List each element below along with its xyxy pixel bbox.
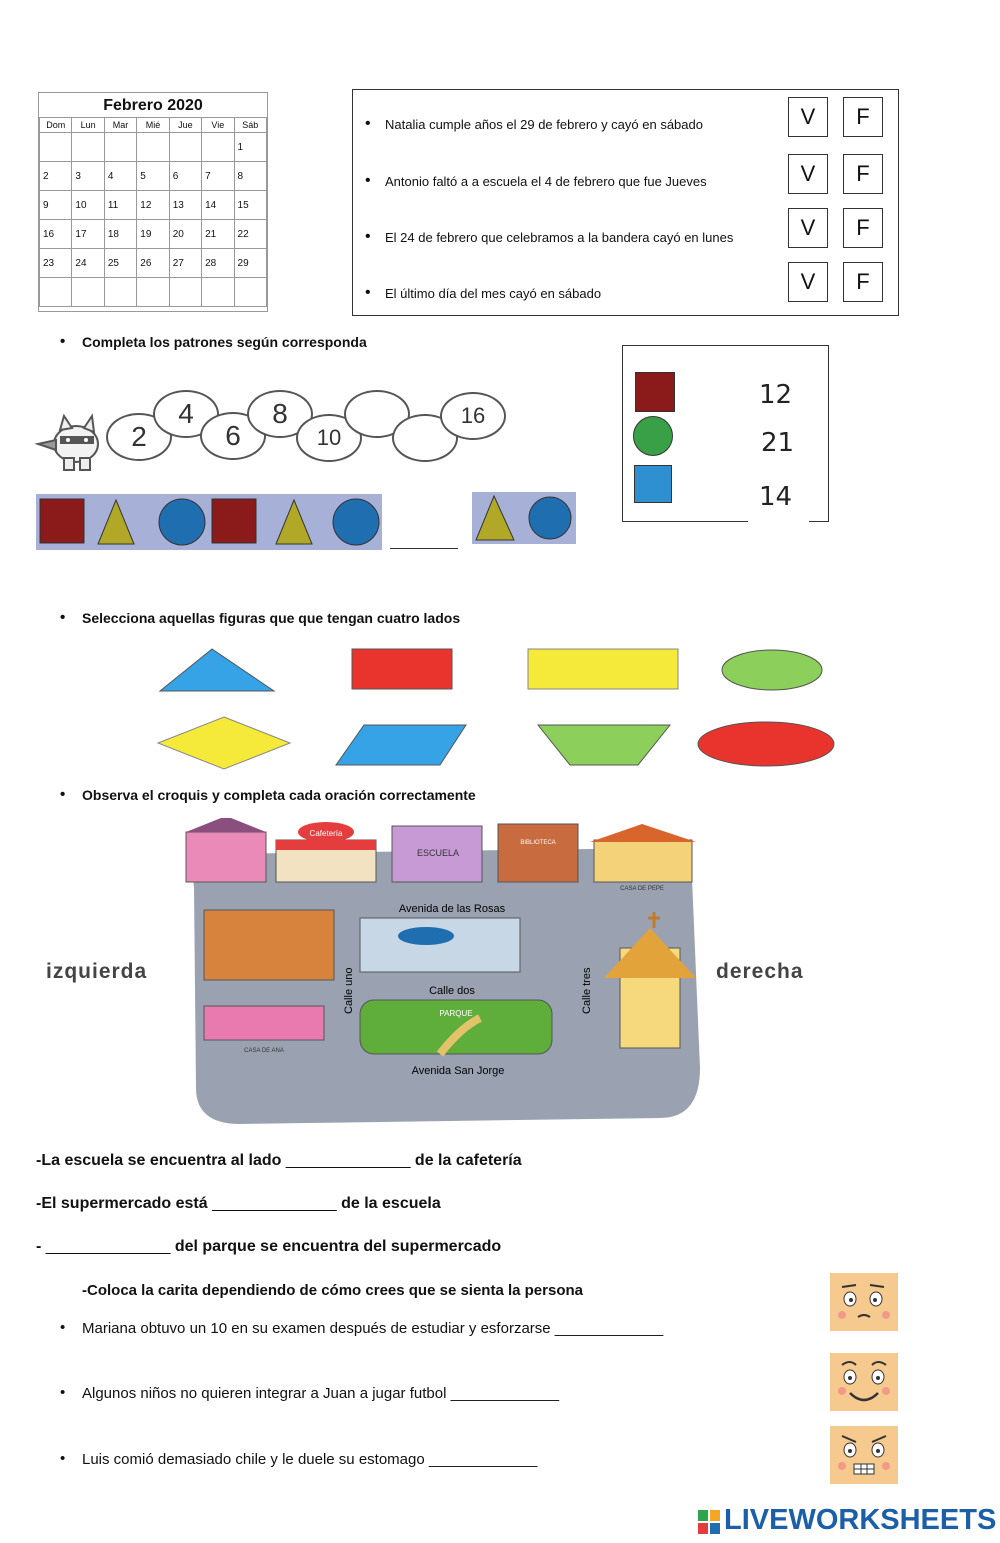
true-button[interactable]: V xyxy=(788,97,828,137)
statement-row xyxy=(353,162,898,202)
sentence-text: - xyxy=(36,1238,42,1255)
calendar-week-row xyxy=(40,133,267,162)
calendar-day-cell: 29 xyxy=(234,249,266,278)
number-bubble: 4 xyxy=(153,390,219,438)
calendar-day-cell xyxy=(104,278,136,307)
street-label-right: Calle tres xyxy=(581,967,593,1014)
house-roof xyxy=(186,818,266,832)
calendar-day-cell: 1 xyxy=(234,133,266,162)
library-label: BIBLIOTECA xyxy=(520,840,556,846)
blue-triangle-shape[interactable] xyxy=(160,649,274,691)
happy-face-icon[interactable] xyxy=(830,1353,898,1411)
face-question xyxy=(82,1385,559,1402)
calendar-day-cell xyxy=(40,133,72,162)
calendar-day-header: Dom xyxy=(40,118,72,133)
calendar-day-cell: 5 xyxy=(137,162,169,191)
blue-circle-shape xyxy=(159,499,205,545)
red-square-icon xyxy=(635,372,675,412)
calendar-day-cell: 6 xyxy=(169,162,201,191)
calendar-week-row xyxy=(40,249,267,278)
calendar-day-cell: 4 xyxy=(104,162,136,191)
statement-text: • El 24 de febrero que celebramos a la bandera cayó en lunes xyxy=(385,230,733,245)
question-text: Mariana obtuvo un 10 en su examen después de estudiar y esforzarse xyxy=(82,1320,551,1337)
calendar-day-cell xyxy=(137,278,169,307)
school-label: ESCUELA xyxy=(416,848,460,858)
green-trapezoid-shape[interactable] xyxy=(538,725,670,765)
false-button[interactable]: F xyxy=(843,154,883,194)
calendar-day-cell: 11 xyxy=(104,191,136,220)
sentence-text: -La escuela se encuentra al lado xyxy=(36,1152,282,1169)
red-square-shape xyxy=(212,499,256,543)
calendar-week-row xyxy=(40,278,267,307)
calendar-day-header: Mié xyxy=(137,118,169,133)
calendar-day-cell: 25 xyxy=(104,249,136,278)
calendar-day-cell: 20 xyxy=(169,220,201,249)
calendar-day-cell: 27 xyxy=(169,249,201,278)
sentence-row xyxy=(36,1152,522,1170)
blue-square-icon xyxy=(634,465,672,503)
calendar-day-cell: 23 xyxy=(40,249,72,278)
sentence-row xyxy=(36,1238,501,1256)
red-rectangle-shape[interactable] xyxy=(352,649,452,689)
calendar-week-row xyxy=(40,162,267,191)
cafeteria-label: Cafetería xyxy=(309,829,343,838)
shape-pattern-strip xyxy=(36,494,382,550)
calendar-day-cell xyxy=(40,278,72,307)
statement-text: • Natalia cumple años el 29 de febrero y cayó en sábado xyxy=(385,117,703,132)
sentence-row xyxy=(36,1195,441,1213)
calendar-day-cell: 14 xyxy=(202,191,234,220)
sentence-text: del parque se encuentra del supermercado xyxy=(174,1238,502,1255)
yellow-rhombus-shape[interactable] xyxy=(158,717,290,769)
legend-value: 14 xyxy=(759,482,793,512)
calendar xyxy=(38,92,268,312)
supermarket-building xyxy=(360,918,520,972)
patterns-heading: • Completa los patrones según corresponda xyxy=(82,334,367,350)
true-button[interactable]: V xyxy=(788,208,828,248)
false-button[interactable]: F xyxy=(843,97,883,137)
shape-value-legend xyxy=(622,345,829,522)
red-square-shape xyxy=(40,499,84,543)
shape-answer-option[interactable] xyxy=(472,492,576,544)
statement-row xyxy=(353,215,898,258)
calendar-day-header: Mar xyxy=(104,118,136,133)
map-heading: • Observa el croquis y completa cada oración correctamente xyxy=(82,787,476,803)
liveworksheets-logo-icon xyxy=(698,1510,720,1534)
apartment-building xyxy=(204,910,334,980)
pepe-house xyxy=(594,840,692,882)
calendar-day-cell: 28 xyxy=(202,249,234,278)
face-question xyxy=(82,1451,537,1468)
green-ellipse-shape[interactable] xyxy=(722,650,822,690)
pattern-answer-blank[interactable] xyxy=(390,548,458,549)
legend-bottom-line xyxy=(622,521,748,522)
true-false-box xyxy=(352,89,899,316)
green-circle-icon xyxy=(633,416,673,456)
house-building xyxy=(186,832,266,882)
calendar-day-cell: 18 xyxy=(104,220,136,249)
street-label-left: Calle uno xyxy=(343,967,355,1014)
calendar-day-header: Jue xyxy=(169,118,201,133)
calendar-day-cell: 10 xyxy=(72,191,104,220)
calendar-title: Febrero 2020 xyxy=(103,97,203,114)
calendar-day-cell: 2 xyxy=(40,162,72,191)
shape-choices xyxy=(150,645,850,775)
calendar-day-cell: 15 xyxy=(234,191,266,220)
yellow-rectangle-shape[interactable] xyxy=(528,649,678,689)
calendar-day-cell: 12 xyxy=(137,191,169,220)
sentence-text: de la cafetería xyxy=(414,1152,522,1169)
calendar-day-cell: 22 xyxy=(234,220,266,249)
calendar-day-cell: 19 xyxy=(137,220,169,249)
number-bubble: 10 xyxy=(296,414,362,462)
calendar-day-header: Vie xyxy=(202,118,234,133)
library-building xyxy=(498,824,578,882)
calendar-day-cell xyxy=(72,133,104,162)
calendar-day-cell xyxy=(104,133,136,162)
face-question xyxy=(82,1320,663,1337)
calendar-day-cell: 8 xyxy=(234,162,266,191)
park-label: PARQUE xyxy=(439,1009,473,1018)
statement-row xyxy=(353,269,898,314)
legend-value: 21 xyxy=(761,428,795,458)
calendar-day-cell xyxy=(72,278,104,307)
street-label-middle: Calle dos xyxy=(429,985,475,997)
calendar-day-cell: 24 xyxy=(72,249,104,278)
sentence-text: de la escuela xyxy=(341,1195,441,1212)
number-bubble: 8 xyxy=(247,390,313,438)
face-answer-blank[interactable]: _____________ xyxy=(554,1320,664,1337)
answer-blank[interactable]: ______________ xyxy=(45,1238,171,1255)
pain-face-icon[interactable] xyxy=(830,1426,898,1484)
true-button[interactable]: V xyxy=(788,154,828,194)
ana-house xyxy=(204,1006,324,1040)
sentence-text: -El supermercado está xyxy=(36,1195,208,1212)
statement-row xyxy=(353,105,898,145)
calendar-day-cell xyxy=(234,278,266,307)
right-label: derecha xyxy=(716,960,804,983)
blue-parallelogram-shape[interactable] xyxy=(336,725,466,765)
blue-circle-shape xyxy=(529,497,571,539)
faces-heading: -Coloca la carita dependiendo de cómo crees que se sienta la persona xyxy=(82,1282,583,1299)
calendar-day-cell: 21 xyxy=(202,220,234,249)
calendar-week-row xyxy=(40,191,267,220)
ana-label: CASA DE ANA xyxy=(244,1048,284,1054)
calendar-day-cell: 7 xyxy=(202,162,234,191)
number-bubble: 16 xyxy=(440,392,506,440)
sad-face-icon[interactable] xyxy=(830,1273,898,1331)
calendar-day-cell: 16 xyxy=(40,220,72,249)
blue-circle-shape xyxy=(333,499,379,545)
calendar-week-row xyxy=(40,220,267,249)
statement-text: • El último día del mes cayó en sábado xyxy=(385,286,601,301)
calendar-day-cell: 3 xyxy=(72,162,104,191)
answer-blank[interactable]: ______________ xyxy=(212,1195,337,1212)
answer-blank[interactable]: ______________ xyxy=(285,1152,411,1169)
calendar-day-cell: 17 xyxy=(72,220,104,249)
legend-bottom-line xyxy=(809,521,829,522)
calendar-day-cell xyxy=(202,278,234,307)
calendar-grid xyxy=(39,117,267,307)
street-label-top: Avenida de las Rosas xyxy=(398,903,506,915)
false-button[interactable]: F xyxy=(843,262,883,302)
calendar-day-cell: 9 xyxy=(40,191,72,220)
statement-text: • Antonio faltó a a escuela el 4 de febrero que fue Jueves xyxy=(385,174,707,189)
number-bubble: 2 xyxy=(106,413,172,461)
calendar-day-cell: 26 xyxy=(137,249,169,278)
calendar-day-cell xyxy=(169,133,201,162)
red-ellipse-shape[interactable] xyxy=(698,722,834,766)
number-bubble: 6 xyxy=(200,412,266,460)
pepe-label: CASA DE PEPE xyxy=(620,886,664,892)
four-sides-heading: • Selecciona aquellas figuras que que tengan cuatro lados xyxy=(82,610,460,626)
calendar-day-header: Lun xyxy=(72,118,104,133)
left-label: izquierda xyxy=(46,960,148,983)
face-answer-blank[interactable]: _____________ xyxy=(428,1451,538,1468)
calendar-day-cell xyxy=(202,133,234,162)
false-button[interactable]: F xyxy=(843,208,883,248)
face-answer-blank[interactable]: _____________ xyxy=(450,1385,560,1402)
calendar-day-cell xyxy=(169,278,201,307)
street-label-bottom: Avenida San Jorge xyxy=(411,1065,505,1077)
question-text: Algunos niños no quieren integrar a Juan a jugar futbol xyxy=(82,1385,447,1402)
legend-value: 12 xyxy=(759,380,793,410)
question-text: Luis comió demasiado chile y le duele su estomago xyxy=(82,1451,425,1468)
raccoon-icon xyxy=(34,410,106,472)
calendar-day-cell xyxy=(137,133,169,162)
liveworksheets-logo-text: LIVEWORKSHEETS xyxy=(724,1504,997,1536)
town-map xyxy=(180,818,700,1126)
true-button[interactable]: V xyxy=(788,262,828,302)
calendar-day-header: Sáb xyxy=(234,118,266,133)
calendar-day-cell: 13 xyxy=(169,191,201,220)
